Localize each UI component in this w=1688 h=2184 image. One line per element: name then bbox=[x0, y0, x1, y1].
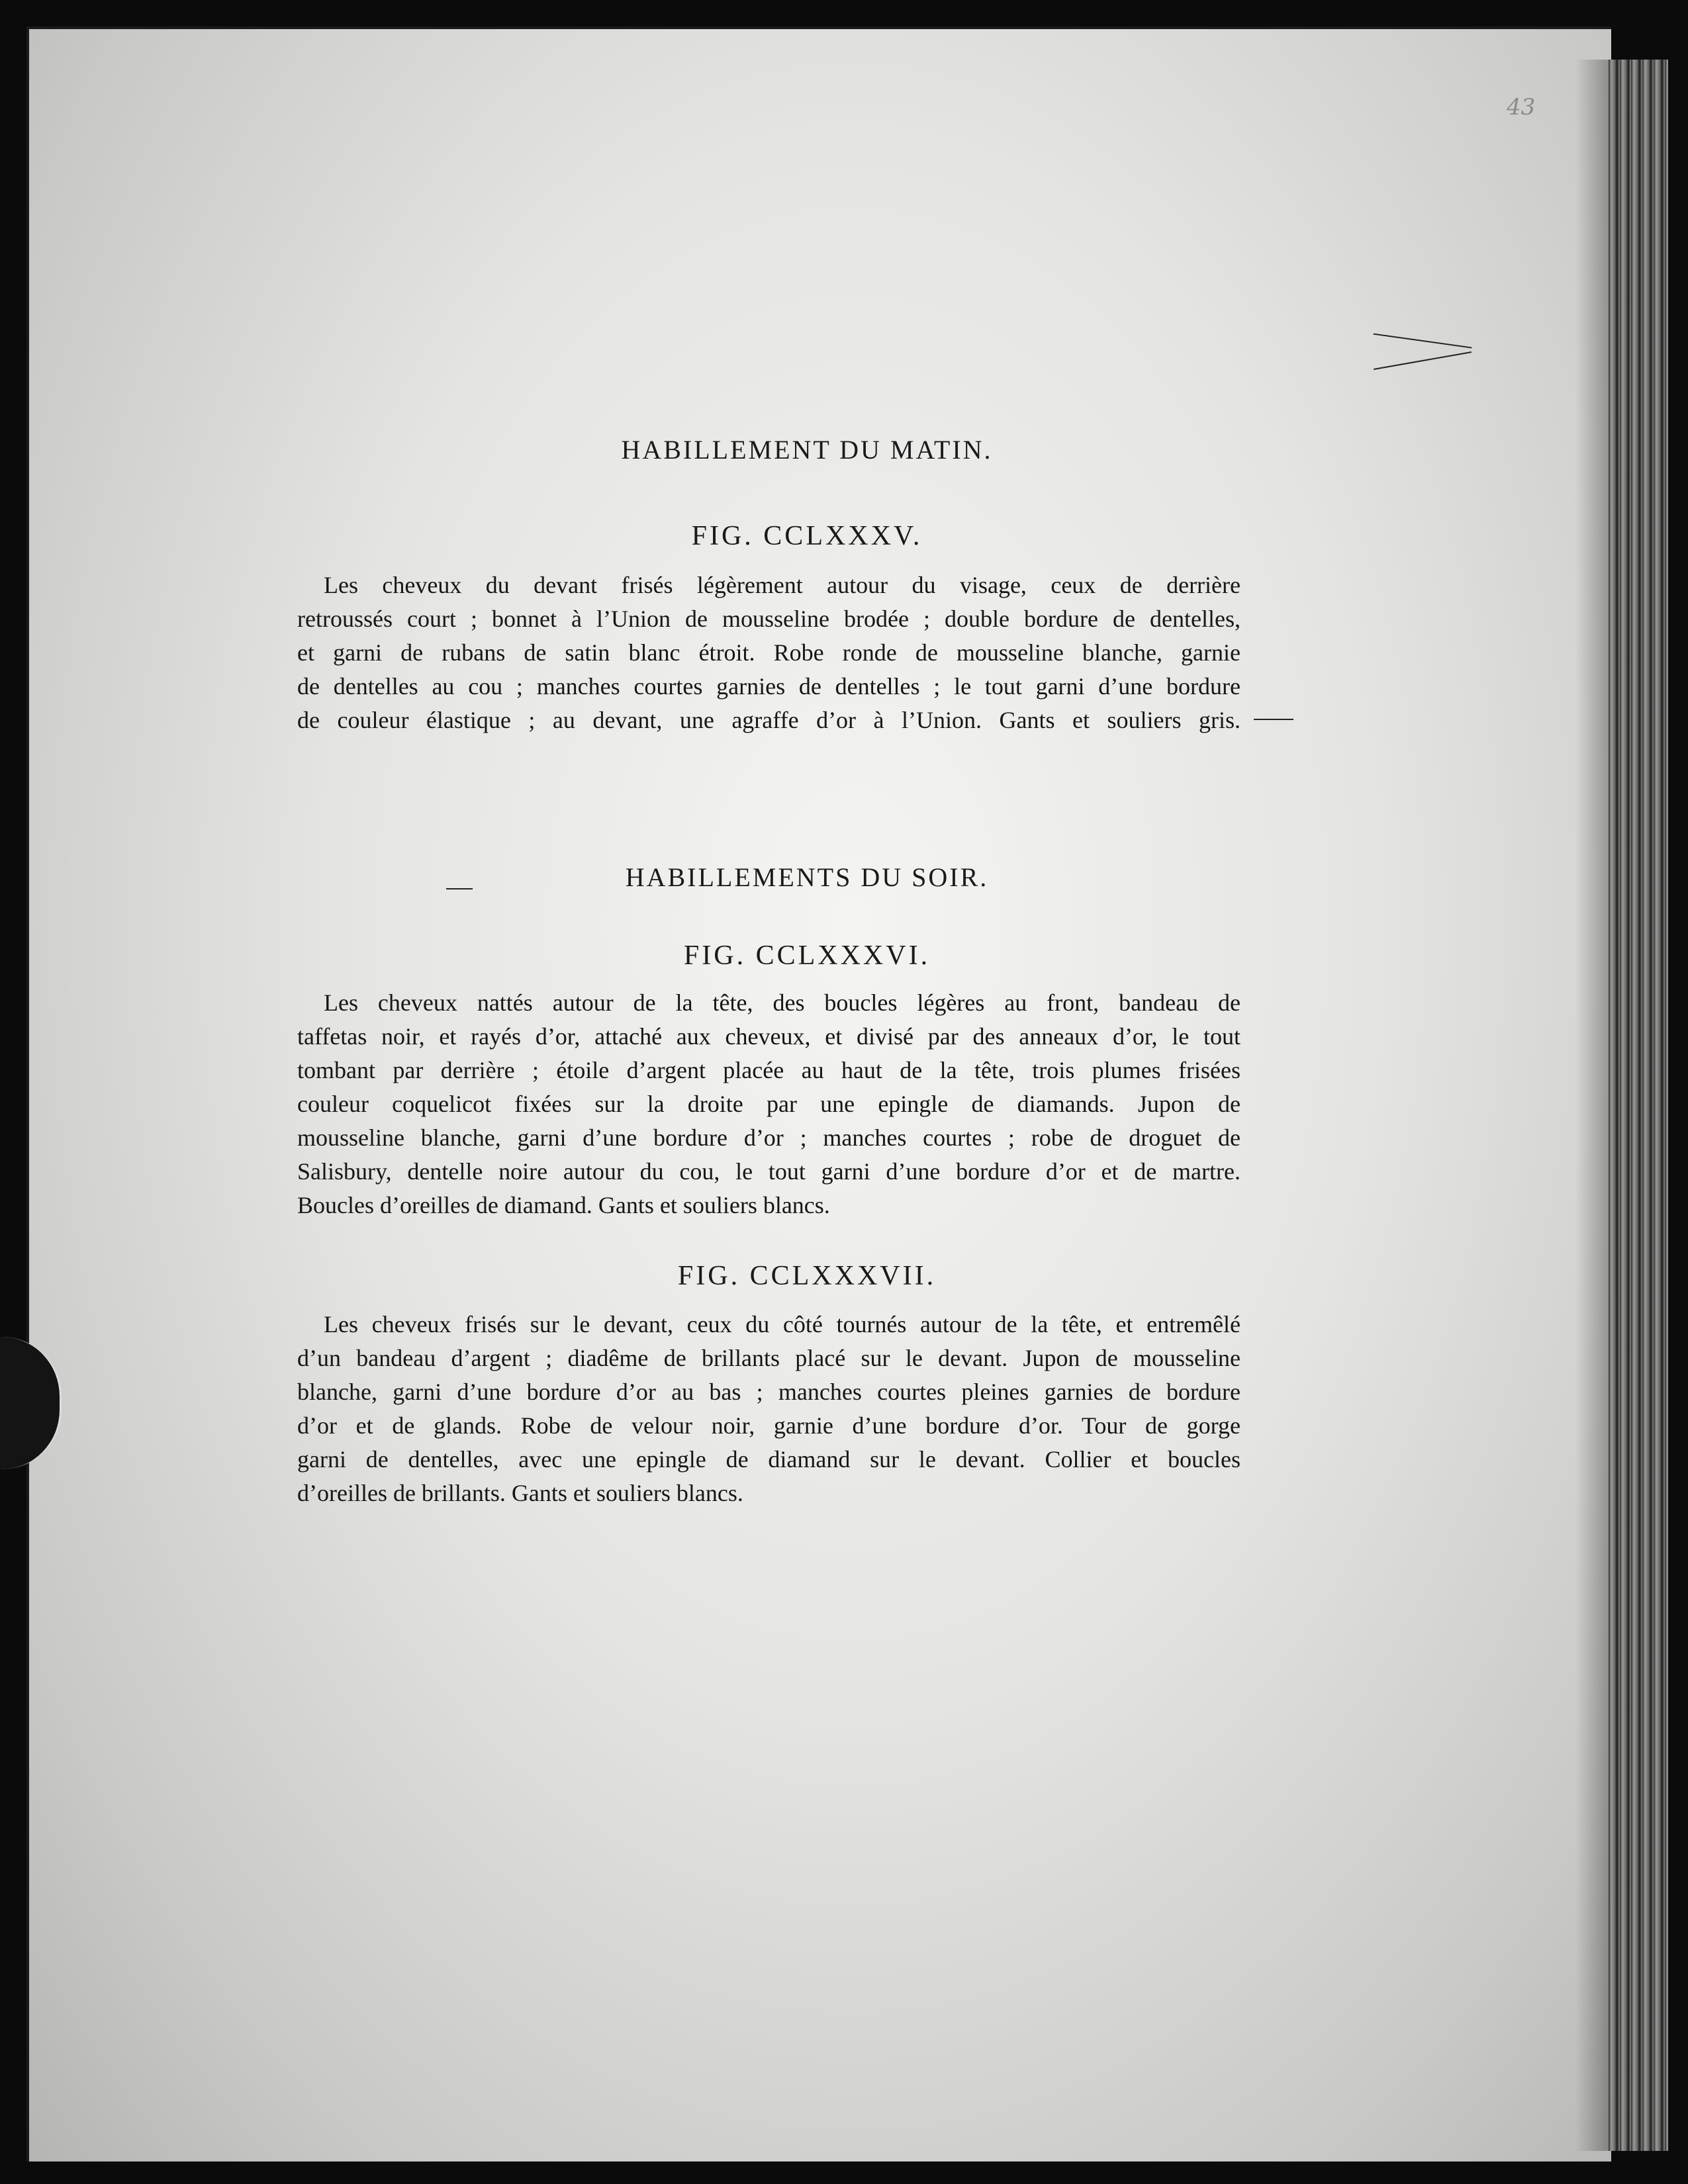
figure-label-286: FIG. CCLXXXVI. bbox=[683, 940, 931, 971]
margin-rule-mark bbox=[446, 888, 473, 889]
section-title-evening: HABILLEMENTS DU SOIR. bbox=[625, 862, 989, 892]
margin-pen-mark bbox=[1374, 334, 1472, 349]
text-line: Les cheveux du devant frisés légèrement autour du visage, ceux de derrière bbox=[324, 572, 1241, 598]
text-line: taffetas noir, et rayés d’or, attaché aux cheveux, et divisé par des anneaux d’or, le tout bbox=[297, 1023, 1241, 1050]
page-number: 43 bbox=[1507, 94, 1536, 120]
text-line: tombant par derrière ; étoile d’argent placée au haut de la tête, trois plumes frisées bbox=[297, 1057, 1241, 1083]
text-line: d’un bandeau d’argent ; diadême de brillants placé sur le devant. Jupon de mousseline bbox=[297, 1345, 1241, 1371]
paper-sheet bbox=[26, 26, 1611, 2161]
text-line: couleur coquelicot fixées sur la droite par une epingle de diamands. Jupon de bbox=[297, 1091, 1241, 1117]
paragraph-fig-285 bbox=[297, 569, 1241, 737]
paragraph-fig-287 bbox=[297, 1308, 1241, 1510]
text-line: Les cheveux nattés autour de la tête, des boucles légères au front, bandeau de bbox=[324, 989, 1241, 1016]
text-line: de couleur élastique ; au devant, une agraffe d’or à l’Union. Gants et souliers gris. bbox=[297, 707, 1241, 733]
text-line: de dentelles au cou ; manches courtes garnies de dentelles ; le tout garni d’une bordure bbox=[297, 673, 1241, 700]
margin-pen-mark bbox=[1374, 351, 1472, 370]
figure-label-287: FIG. CCLXXXVII. bbox=[677, 1261, 937, 1291]
book-page-edges bbox=[1609, 60, 1668, 2151]
text-line: d’or et de glands. Robe de velour noir, garnie d’une bordure d’or. Tour de gorge bbox=[297, 1412, 1241, 1439]
text-line: Les cheveux frisés sur le devant, ceux du côté tournés autour de la tête, et entremêlé bbox=[324, 1311, 1241, 1338]
text-line: retroussés court ; bonnet à l’Union de mousseline brodée ; double bordure de dentelles, bbox=[297, 606, 1241, 632]
text-line: Boucles d’oreilles de diamand. Gants et souliers blancs. bbox=[297, 1192, 830, 1218]
paragraph-fig-286 bbox=[297, 986, 1241, 1222]
text-line: d’oreilles de brillants. Gants et souliers blancs. bbox=[297, 1480, 743, 1506]
text-line: blanche, garni d’une bordure d’or au bas ; manches courtes pleines garnies de bordure bbox=[297, 1379, 1241, 1405]
text-line: mousseline blanche, garni d’une bordure d’or ; manches courtes ; robe de droguet de bbox=[297, 1124, 1241, 1151]
section-title-morning: HABILLEMENT DU MATIN. bbox=[621, 435, 993, 465]
text-line: et garni de rubans de satin blanc étroit. Robe ronde de mousseline blanche, garnie bbox=[297, 639, 1241, 666]
figure-label-285: FIG. CCLXXXV. bbox=[691, 521, 923, 551]
text-line: garni de dentelles, avec une epingle de diamand sur le devant. Collier et boucles bbox=[297, 1446, 1241, 1473]
margin-rule-mark bbox=[1254, 719, 1293, 720]
text-line: Salisbury, dentelle noire autour du cou, le tout garni d’une bordure d’or et de martre. bbox=[297, 1158, 1241, 1185]
